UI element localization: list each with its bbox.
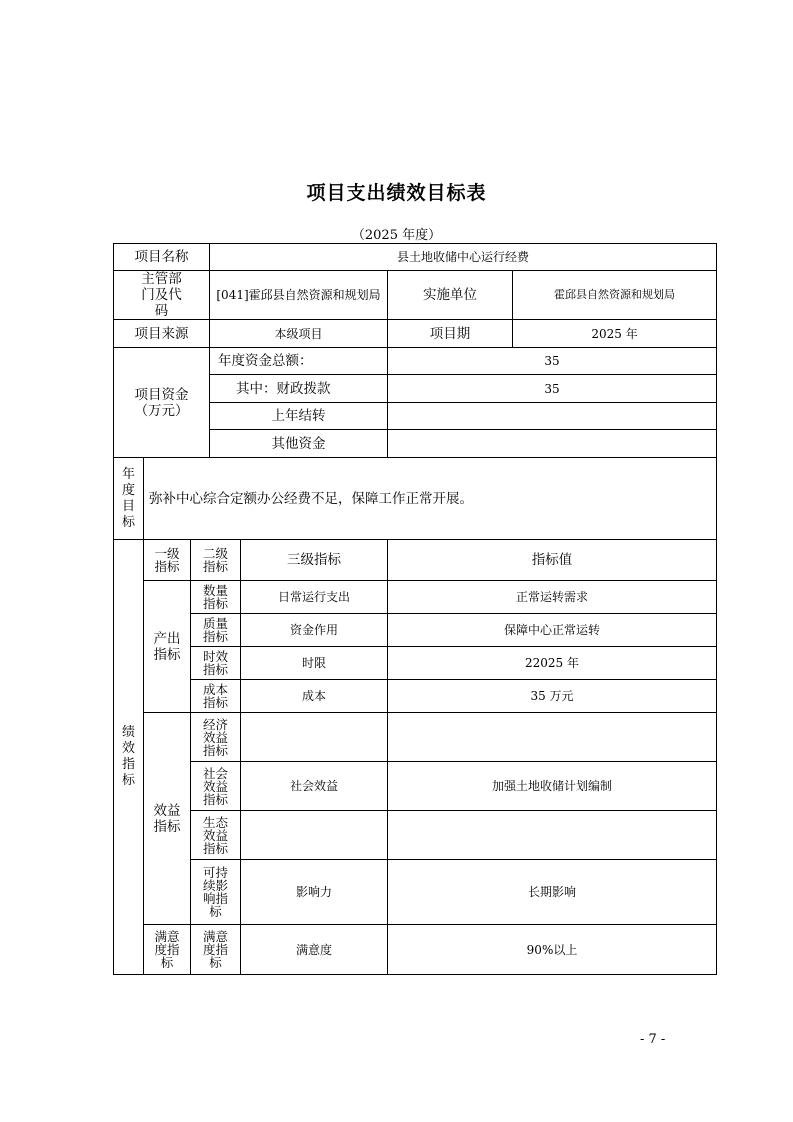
project-name-value: 县土地收储中心运行经费 [210, 244, 717, 271]
header-level2: 二级指标 [191, 540, 241, 581]
indicator-level3: 日常运行支出 [241, 581, 388, 614]
indicator-level2: 质量指标 [191, 614, 241, 647]
header-value: 指标值 [388, 540, 717, 581]
indicator-level2: 满意度指标 [191, 925, 241, 975]
project-name-label: 项目名称 [114, 244, 210, 271]
indicator-level3: 影响力 [241, 860, 388, 925]
indicator-value: 长期影响 [388, 860, 717, 925]
indicator-level2: 社会效益指标 [191, 762, 241, 811]
department-value: [041]霍邱县自然资源和规划局 [210, 271, 388, 320]
fund-fiscal-label: 其中：财政拨款 [210, 375, 388, 403]
indicator-value [388, 811, 717, 860]
table-row [114, 680, 717, 713]
fund-fiscal-value: 35 [388, 375, 717, 403]
indicator-value: 正常运转需求 [388, 581, 717, 614]
table-row [114, 925, 717, 975]
indicator-value: 90%以上 [388, 925, 717, 975]
year-note: （2025 年度） [351, 228, 442, 243]
fund-carryover-value [388, 403, 717, 430]
indicator-level2: 经济效益指标 [191, 713, 241, 762]
satisfaction-indicator-label: 满意度指标 [144, 925, 191, 975]
table-row [114, 811, 717, 860]
indicator-value: 保障中心正常运转 [388, 614, 717, 647]
department-label: 主管部门及代码 [114, 271, 210, 320]
indicators-section-label: 绩效指标 [114, 540, 144, 975]
indicator-level3: 社会效益 [241, 762, 388, 811]
annual-goal-text: 弥补中心综合定额办公经费不足，保障工作正常开展。 [144, 458, 717, 540]
table-row [114, 860, 717, 925]
indicator-value: 加强土地收储计划编制 [388, 762, 717, 811]
fund-other-label: 其他资金 [210, 430, 388, 458]
header-level1: 一级指标 [144, 540, 191, 581]
implementing-unit-label: 实施单位 [388, 271, 513, 320]
performance-target-table [113, 243, 717, 975]
row-project-name [114, 244, 717, 271]
table-row [114, 581, 717, 614]
indicator-level3 [241, 713, 388, 762]
indicator-value: 22025 年 [388, 647, 717, 680]
indicator-level2: 成本指标 [191, 680, 241, 713]
annual-goal-label: 年度目标 [114, 458, 144, 540]
indicator-level3: 成本 [241, 680, 388, 713]
row-department [114, 271, 717, 320]
indicator-value [388, 713, 717, 762]
project-source-value: 本级项目 [210, 320, 388, 348]
indicator-level2: 生态效益指标 [191, 811, 241, 860]
indicator-level3: 资金作用 [241, 614, 388, 647]
header-level3: 三级指标 [241, 540, 388, 581]
indicator-level3: 满意度 [241, 925, 388, 975]
fund-other-value [388, 430, 717, 458]
benefit-indicator-label: 效益指标 [144, 713, 191, 925]
indicator-value: 35 万元 [388, 680, 717, 713]
indicator-level2: 时效指标 [191, 647, 241, 680]
fund-total-label: 年度资金总额： [210, 348, 388, 375]
implementing-unit-value: 霍邱县自然资源和规划局 [513, 271, 717, 320]
table-row [114, 614, 717, 647]
indicator-level3 [241, 811, 388, 860]
table-row [114, 762, 717, 811]
fund-carryover-label: 上年结转 [210, 403, 388, 430]
page-number: - 7 - [640, 1032, 666, 1047]
project-period-label: 项目期 [388, 320, 513, 348]
page-title: 项目支出绩效目标表 [306, 182, 487, 204]
indicator-level3: 时限 [241, 647, 388, 680]
indicator-level2: 数量指标 [191, 581, 241, 614]
project-period-value: 2025 年 [513, 320, 717, 348]
fund-total-value: 35 [388, 348, 717, 375]
row-annual-goal [114, 458, 717, 540]
table-row [114, 713, 717, 762]
project-funds-label: 项目资金（万元） [114, 348, 210, 458]
row-project-source [114, 320, 717, 348]
row-indicator-header [114, 540, 717, 581]
indicator-level2: 可持续影响指标 [191, 860, 241, 925]
project-source-label: 项目来源 [114, 320, 210, 348]
row-fund-total [114, 348, 717, 375]
output-indicator-label: 产出指标 [144, 581, 191, 713]
table-row [114, 647, 717, 680]
